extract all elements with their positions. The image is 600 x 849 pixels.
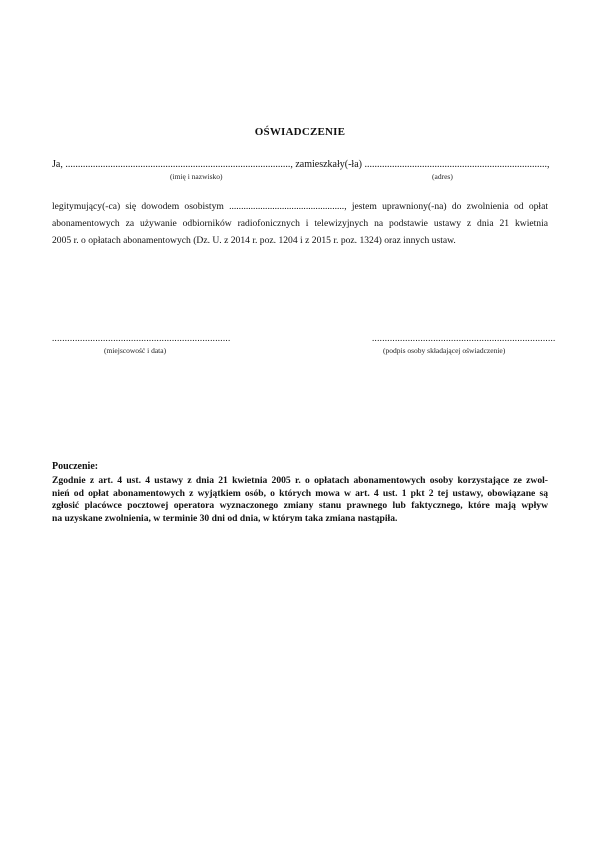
pouczenie-title: Pouczenie: [52, 461, 99, 472]
declaration-paragraph [52, 198, 548, 249]
paragraph-line: 2005 r. o opłatach abonamentowych (Dz. U. z 2014 r. poz. 1204 i z 2015 r. poz. 1324) oraz innych ustaw. [52, 235, 456, 246]
address-dots-field: ......................................................................... [364, 159, 547, 170]
line1-mid: , zamieszkały(-ła) [290, 159, 365, 170]
paragraph-line: legitymujący(-ca) się dowodem osobistym ................................................, jestem uprawniony(-na) do zwolnienia od opłat [52, 201, 548, 212]
caption-name: (imię i nazwisko) [170, 172, 223, 181]
pouczenie-line: na uzyskane zwolnienia, w terminie 30 dni od dnia, w którym taka zmiana nastąpiła. [52, 512, 398, 524]
caption-signature: (podpis osoby składającej oświadczenie) [383, 346, 506, 355]
paragraph-line: abonamentowych za używanie odbiorników radiofonicznych i telewizyjnych na podstawie ustawy z dnia 21 kwietnia [52, 218, 548, 229]
declarant-line [52, 159, 548, 170]
line1-suffix: , [546, 159, 550, 170]
caption-place-date: (miejscowość i data) [104, 346, 167, 355]
pouczenie-line: zgłosić placówce pocztowej operatora wyznaczonego zmiany stanu prawnego lub faktycznego, które mają wpływ [52, 500, 548, 511]
pouczenie-line: Zgodnie z art. 4 ust. 4 ustawy z dnia 21 kwietnia 2005 r. o opłatach abonamentowych osoby korzystające ze zwol- [52, 475, 548, 486]
pouczenie-line: nień od opłat abonamentowych z wyjątkiem osób, o których mowa w art. 4 ust. 1 pkt 2 tej ustawy, obowiązane są [52, 487, 548, 499]
document-title: OŚWIADCZENIE [254, 126, 346, 138]
name-dots-field: .......................................................................................... [65, 159, 291, 170]
signature-dots-field: ........................................................................ [372, 333, 556, 343]
line1-prefix: Ja, [52, 159, 66, 170]
pouczenie-text [52, 475, 548, 525]
caption-address: (adres) [432, 172, 453, 181]
place-date-dots-field: ...................................................................... [52, 333, 231, 343]
